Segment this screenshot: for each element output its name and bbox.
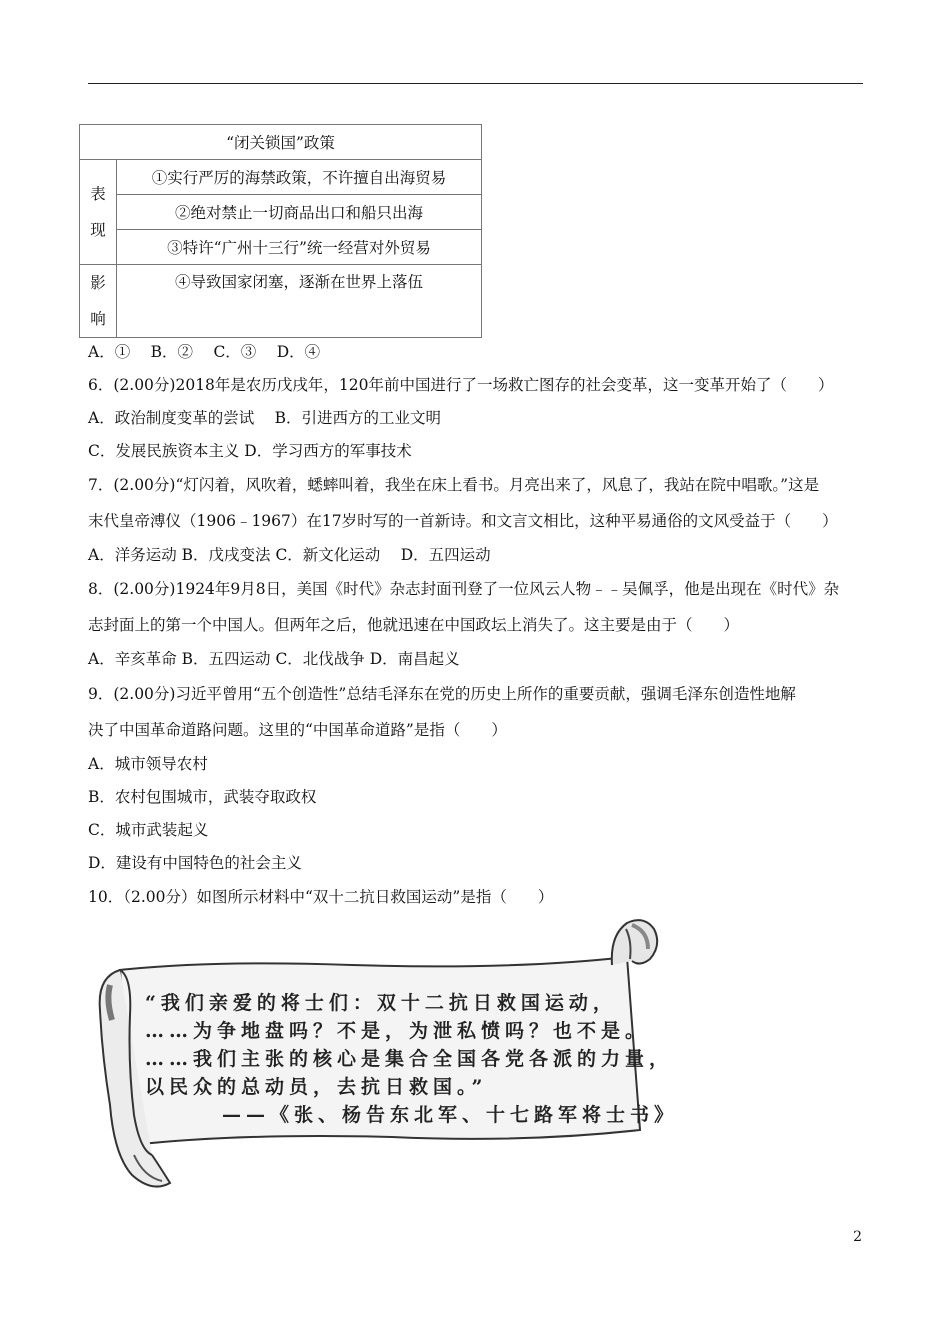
policy-row-4: ④导致国家闭塞，逐渐在世界上落伍 <box>117 265 482 338</box>
q6-options-1: A．政治制度变革的尝试 B．引进西方的工业文明 <box>88 409 442 427</box>
scroll-quote-line-2: ……为争地盘吗？不是，为泄私愤吗？也不是。 <box>145 1020 650 1042</box>
q10-stem: 10．（2.00分）如图所示材料中“双十二抗日救国运动”是指（ ） <box>88 888 554 906</box>
impact-label: 影 响 <box>80 265 117 338</box>
manifest-label: 表 现 <box>80 160 117 265</box>
q9-option-a: A．城市领导农村 <box>88 755 208 773</box>
scroll-quote-line-3: ……我们主张的核心是集合全国各党各派的力量， <box>145 1048 674 1070</box>
q8-stem-1: 8．(2.00分)1924年9月8日，美国《时代》杂志封面刊登了一位风云人物﹣﹣吴佩孚，他是出现在《时代》杂 <box>88 580 840 598</box>
q7-options: A．洋务运动 B．戊戌变法 C．新文化运动 D．五四运动 <box>88 546 491 564</box>
q7-stem-2: 末代皇帝溥仪（1906﹣1967）在17岁时写的一首新诗。和文言文相比，这种平易通俗的文风受益于（ ） <box>88 512 838 530</box>
policy-table <box>79 124 482 338</box>
q5-options: A．① B．② C．③ D．④ <box>88 343 321 361</box>
q7-stem-1: 7．(2.00分)“灯闪着，风吹着，蟋蟀叫着，我坐在床上看书。月亮出来了，风息了，我站在院中唱歌。”这是 <box>88 476 820 494</box>
scroll-quote-line-4: 以民众的总动员，去抗日救国。” <box>145 1076 488 1098</box>
q9-option-b: B．农村包围城市，武装夺取政权 <box>88 788 317 806</box>
scroll-quote-source: ——《张、杨告东北军、十七路军将士书》 <box>222 1104 679 1126</box>
header-rule <box>88 83 863 84</box>
q9-stem-2: 决了中国革命道路问题。这里的“中国革命道路”是指（ ） <box>88 721 507 739</box>
q6-stem: 6．(2.00分)2018年是农历戊戌年，120年前中国进行了一场救亡图存的社会变革，这一变革开始了（ ） <box>88 376 834 394</box>
scroll-quote-line-1: “我们亲爱的将士们：双十二抗日救国运动， <box>145 992 617 1014</box>
q6-options-2: C．发展民族资本主义 D．学习西方的军事技术 <box>88 442 412 460</box>
policy-row-3: ③特许“广州十三行”统一经营对外贸易 <box>117 230 482 265</box>
policy-table-title: “闭关锁国”政策 <box>80 125 482 160</box>
policy-row-2: ②绝对禁止一切商品出口和船只出海 <box>117 195 482 230</box>
q9-option-d: D．建设有中国特色的社会主义 <box>88 854 302 872</box>
q9-stem-1: 9．(2.00分)习近平曾用“五个创造性”总结毛泽东在党的历史上所作的重要贡献，强调毛泽东创造性地解 <box>88 685 796 703</box>
q8-stem-2: 志封面上的第一个中国人。但两年之后，他就迅速在中国政坛上消失了。这主要是由于（ ） <box>88 616 740 634</box>
policy-row-1: ①实行严厉的海禁政策，不许擅自出海贸易 <box>117 160 482 195</box>
q9-option-c: C．城市武装起义 <box>88 821 209 839</box>
page-number: 2 <box>853 1229 862 1245</box>
q8-options: A．辛亥革命 B．五四运动 C．北伐战争 D．南昌起义 <box>88 650 460 668</box>
